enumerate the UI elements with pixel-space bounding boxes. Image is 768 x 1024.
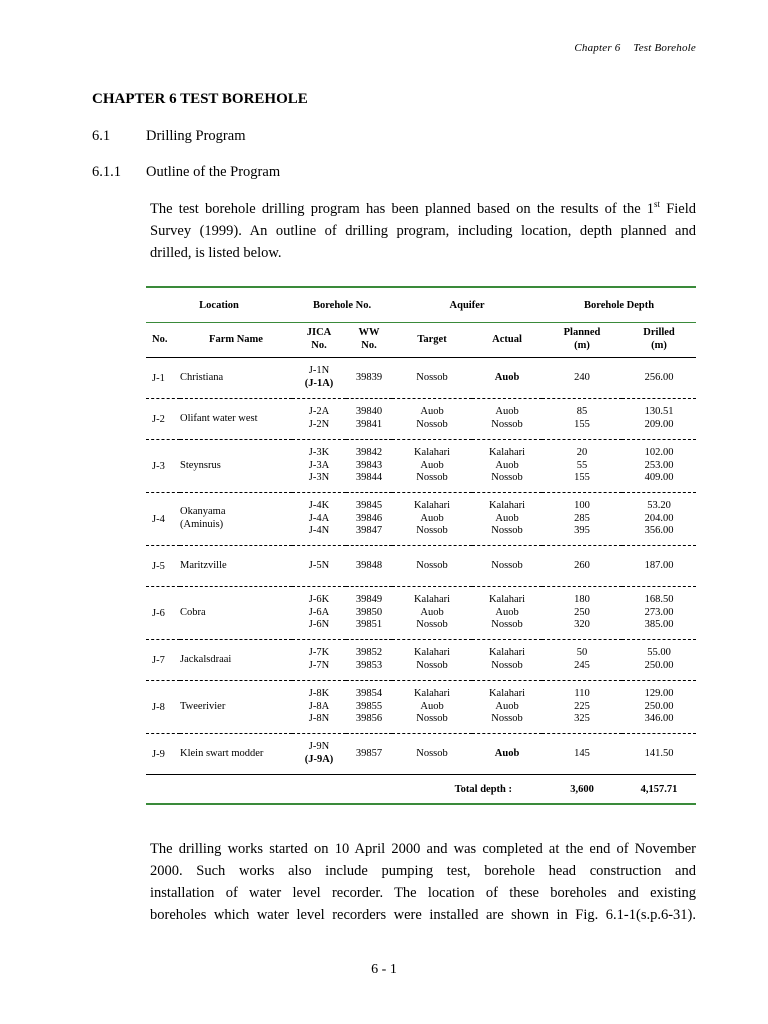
jica-no-line: J-9N: [308, 741, 330, 753]
aquifer-target-line: Kalahari: [413, 447, 451, 459]
aquifer-target: [392, 493, 472, 546]
page-number: 6 - 1: [371, 962, 397, 977]
aquifer-actual: [472, 358, 542, 399]
planned-depth: [542, 493, 622, 546]
jica-no-line: (J-1A): [304, 378, 334, 389]
table-column-header-row: [146, 323, 696, 358]
aquifer-target: [392, 399, 472, 440]
drilled-depth: [622, 493, 696, 546]
planned-depth: [542, 546, 622, 587]
table-row: [146, 734, 696, 775]
aquifer-target-line: Nossob: [416, 660, 448, 671]
aquifer-target-line: Kalahari: [413, 647, 451, 659]
closing-paragraph: [150, 838, 696, 926]
drilled-depth-line: 204.00: [644, 512, 674, 524]
ww-no: [346, 440, 392, 493]
row-number: J-4: [146, 493, 180, 546]
aquifer-actual-line: Auob: [495, 459, 519, 471]
jica-no: [292, 640, 346, 681]
aquifer-target-line: Kalahari: [413, 594, 451, 606]
farm-name: [180, 440, 292, 493]
drilled-depth: [622, 440, 696, 493]
drilled-depth: [622, 399, 696, 440]
drilled-depth: [622, 587, 696, 640]
farm-name: [180, 399, 292, 440]
ww-no: [346, 734, 392, 775]
aquifer-target: [392, 358, 472, 399]
aquifer-actual: [472, 734, 542, 775]
aquifer-actual-line: Nossob: [491, 713, 523, 725]
section-number-6-1-1: 6.1.1: [92, 164, 121, 180]
section-number-6-1: 6.1: [92, 128, 111, 144]
table-row: [146, 440, 696, 493]
section-title-6-1: Drilling Program: [146, 128, 246, 144]
jica-no: [292, 399, 346, 440]
jica-no-line: J-3K: [308, 447, 330, 459]
ww-no-line: 39853: [355, 660, 383, 671]
ww-no-line: 39846: [355, 512, 383, 524]
farm-name-line: (Aminuis): [180, 519, 224, 530]
col-header-planned: [542, 323, 622, 358]
jica-no-line: J-7K: [308, 647, 330, 659]
ww-no-line: 39852: [355, 647, 383, 659]
farm-name: [180, 493, 292, 546]
aquifer-target: [392, 546, 472, 587]
aquifer-actual-line: Auob: [495, 512, 519, 524]
jica-no: [292, 358, 346, 399]
ww-no: [346, 358, 392, 399]
row-number: J-5: [146, 546, 180, 587]
planned-depth-line: 50: [576, 647, 588, 659]
drilled-depth-line: 209.00: [644, 419, 674, 430]
jica-no-line: J-6A: [308, 606, 330, 618]
drilled-depth-line: 168.50: [644, 594, 674, 606]
jica-no-line: J-2A: [308, 406, 330, 418]
ww-no: [346, 681, 392, 734]
aquifer-actual: [472, 493, 542, 546]
col-header-planned-line1: Planned: [563, 327, 601, 339]
closing-line-4: boreholes which water level recorders were installed are shown in Fig. 6.1-1(s.p.6-31).: [150, 907, 696, 923]
drilled-depth-line: 409.00: [644, 472, 674, 484]
ww-no: [346, 493, 392, 546]
intro-line-1-tail: Field: [660, 201, 697, 217]
jica-no-line: J-3A: [308, 459, 330, 471]
jica-no: [292, 493, 346, 546]
planned-depth-line: 260: [574, 559, 590, 571]
aquifer-actual-line: Auob: [495, 406, 519, 418]
drilled-depth-line: 130.51: [644, 406, 674, 418]
planned-depth: [542, 681, 622, 734]
ww-no-line: 39840: [355, 406, 383, 418]
closing-line-1: The drilling works started on 10 April 2000 and was completed at the end of November: [150, 841, 696, 857]
farm-name-line: Cobra: [180, 606, 206, 618]
jica-no-line: J-8N: [308, 713, 330, 725]
ww-no-line: 39848: [355, 559, 383, 571]
farm-name-line: Klein swart modder: [180, 747, 264, 759]
farm-name-line: Steynsrus: [180, 459, 221, 471]
aquifer-target-line: Auob: [420, 700, 444, 712]
aquifer-actual-line: Kalahari: [488, 594, 526, 606]
table-row: [146, 640, 696, 681]
ww-no-line: 39854: [355, 688, 383, 700]
header-title: Test Borehole: [633, 42, 696, 54]
aquifer-actual-line: Kalahari: [488, 447, 526, 459]
planned-depth-line: 285: [574, 512, 590, 524]
drilled-depth-line: 129.00: [644, 688, 674, 700]
planned-depth: [542, 440, 622, 493]
farm-name-line: Okanyama: [180, 506, 226, 518]
col-header-target: Target: [392, 323, 472, 358]
table-row: [146, 358, 696, 399]
planned-depth-line: 325: [574, 713, 590, 725]
aquifer-actual: [472, 681, 542, 734]
aquifer-target-line: Auob: [420, 606, 444, 618]
jica-no-line: (J-9A): [304, 754, 334, 765]
planned-depth-line: 180: [574, 594, 590, 606]
col-header-jica-line2: No.: [311, 340, 327, 351]
aquifer-target-line: Nossob: [416, 371, 448, 383]
col-header-ww-line2: No.: [361, 340, 377, 351]
drilled-depth-line: 273.00: [644, 606, 674, 618]
drilled-depth-line: 250.00: [644, 700, 674, 712]
farm-name: [180, 546, 292, 587]
aquifer-actual-line: Kalahari: [488, 688, 526, 700]
group-header-borehole-no: Borehole No.: [292, 287, 392, 323]
jica-no-line: J-4N: [308, 525, 330, 537]
planned-depth: [542, 734, 622, 775]
running-header: [574, 42, 696, 54]
farm-name: [180, 358, 292, 399]
aquifer-actual-line: Kalahari: [488, 500, 526, 512]
aquifer-actual-line: Nossob: [491, 525, 523, 537]
aquifer-target: [392, 681, 472, 734]
planned-depth-line: 245: [574, 660, 590, 671]
jica-no-line: J-6K: [308, 594, 330, 606]
intro-line-1-text: The test borehole drilling program has been planned based on the results of the 1: [150, 201, 655, 217]
aquifer-target-line: Nossob: [416, 559, 448, 571]
aquifer-actual-line: Auob: [495, 700, 519, 712]
ww-no: [346, 399, 392, 440]
drilled-depth: [622, 358, 696, 399]
jica-no: [292, 587, 346, 640]
table-total-row: [146, 775, 696, 805]
col-header-farm: Farm Name: [180, 323, 292, 358]
planned-depth: [542, 358, 622, 399]
ww-no-line: 39847: [355, 525, 383, 537]
jica-no-line: J-2N: [308, 419, 330, 430]
table-group-header-row: [146, 287, 696, 323]
col-header-jica-line1: JICA: [306, 327, 332, 339]
total-planned: 3,600: [542, 775, 622, 805]
ww-no: [346, 640, 392, 681]
aquifer-actual-line: Auob: [494, 747, 520, 759]
header-chapter: Chapter 6: [574, 42, 621, 54]
aquifer-actual: [472, 640, 542, 681]
planned-depth-line: 20: [576, 447, 588, 459]
drilled-depth: [622, 734, 696, 775]
row-number: J-2: [146, 399, 180, 440]
planned-depth-line: 145: [574, 747, 590, 759]
drilled-depth: [622, 546, 696, 587]
aquifer-target-line: Nossob: [416, 525, 448, 537]
total-label: Total depth :: [146, 775, 542, 805]
aquifer-target-line: Auob: [420, 459, 444, 471]
aquifer-actual: [472, 587, 542, 640]
ww-no: [346, 587, 392, 640]
col-header-ww-line1: WW: [358, 327, 380, 339]
aquifer-actual: [472, 399, 542, 440]
farm-name-line: Tweerivier: [180, 700, 226, 712]
aquifer-actual-line: Auob: [495, 606, 519, 618]
drilled-depth: [622, 640, 696, 681]
row-number: J-6: [146, 587, 180, 640]
drilled-depth-line: 346.00: [644, 713, 674, 725]
ww-no-line: 39845: [355, 500, 383, 512]
aquifer-actual-line: Nossob: [491, 660, 523, 671]
intro-line-2: Survey (1999). An outline of drilling program, including location, depth planned and: [150, 223, 696, 239]
jica-no-line: J-5N: [308, 559, 330, 571]
drilled-depth-line: 256.00: [644, 371, 674, 383]
farm-name-line: Christiana: [180, 371, 224, 383]
planned-depth-line: 250: [574, 606, 590, 618]
planned-depth-line: 225: [574, 700, 590, 712]
col-header-drilled-line2: (m): [651, 340, 667, 351]
col-header-planned-line2: (m): [574, 340, 590, 351]
aquifer-target: [392, 640, 472, 681]
planned-depth: [542, 587, 622, 640]
jica-no-line: J-6N: [308, 619, 330, 631]
aquifer-target-line: Nossob: [416, 619, 448, 631]
aquifer-target-line: Auob: [420, 406, 444, 418]
ww-no-line: 39849: [355, 594, 383, 606]
aquifer-actual-line: Nossob: [491, 419, 523, 430]
planned-depth: [542, 399, 622, 440]
jica-no-line: J-4K: [308, 500, 330, 512]
farm-name-line: Maritzville: [180, 559, 227, 571]
aquifer-target: [392, 587, 472, 640]
drilled-depth-line: 356.00: [644, 525, 674, 537]
jica-no: [292, 734, 346, 775]
ww-no-line: 39857: [355, 747, 383, 759]
planned-depth-line: 110: [574, 688, 590, 700]
col-header-actual: Actual: [472, 323, 542, 358]
group-header-borehole-depth: Borehole Depth: [542, 287, 696, 323]
chapter-heading: CHAPTER 6 TEST BOREHOLE: [92, 91, 308, 107]
drilled-depth-line: 385.00: [644, 619, 674, 631]
ww-no-line: 39844: [355, 472, 383, 484]
table-row: [146, 587, 696, 640]
table-row: [146, 681, 696, 734]
aquifer-target-line: Nossob: [416, 747, 448, 759]
drilled-depth-line: 53.20: [647, 500, 671, 512]
drilled-depth-line: 253.00: [644, 459, 674, 471]
closing-line-2: 2000. Such works also include pumping test, borehole head construction and: [150, 863, 696, 879]
aquifer-target: [392, 440, 472, 493]
jica-no: [292, 440, 346, 493]
planned-depth: [542, 640, 622, 681]
jica-no: [292, 546, 346, 587]
planned-depth-line: 240: [574, 371, 590, 383]
drilled-depth: [622, 681, 696, 734]
jica-no-line: J-1N: [308, 365, 330, 377]
ww-no-line: 39842: [355, 447, 383, 459]
ww-no-line: 39851: [355, 619, 383, 631]
farm-name-line: Olifant water west: [180, 412, 258, 424]
drilled-depth-line: 141.50: [644, 747, 674, 759]
aquifer-actual-line: Auob: [494, 371, 520, 383]
drilled-depth-line: 55.00: [647, 647, 671, 659]
row-number: J-9: [146, 734, 180, 775]
col-header-jica: [292, 323, 346, 358]
intro-line-1: [150, 198, 696, 220]
farm-name: [180, 587, 292, 640]
aquifer-target-line: Nossob: [416, 472, 448, 484]
aquifer-target-line: Nossob: [416, 419, 448, 430]
drilled-depth-line: 102.00: [644, 447, 674, 459]
aquifer-target-line: Kalahari: [413, 500, 451, 512]
planned-depth-line: 100: [574, 500, 590, 512]
table-row: [146, 546, 696, 587]
aquifer-actual: [472, 440, 542, 493]
farm-name: [180, 640, 292, 681]
row-number: J-8: [146, 681, 180, 734]
farm-name: [180, 681, 292, 734]
col-header-drilled-line1: Drilled: [643, 327, 675, 339]
row-number: J-1: [146, 358, 180, 399]
farm-name: [180, 734, 292, 775]
total-drilled: 4,157.71: [622, 775, 696, 805]
ww-no-line: 39841: [355, 419, 383, 430]
col-header-ww: [346, 323, 392, 358]
jica-no-line: J-8A: [308, 700, 330, 712]
closing-line-3: installation of water level recorder. The location of these boreholes and existing: [150, 885, 696, 901]
intro-paragraph: [150, 198, 696, 264]
jica-no-line: J-8K: [308, 688, 330, 700]
aquifer-actual-line: Kalahari: [488, 647, 526, 659]
group-header-aquifer: Aquifer: [392, 287, 542, 323]
ww-no-line: 39856: [355, 713, 383, 725]
aquifer-actual-line: Nossob: [491, 619, 523, 631]
drilled-depth-line: 250.00: [644, 660, 674, 671]
ordinal-superscript: st: [654, 199, 661, 210]
row-number: J-7: [146, 640, 180, 681]
drilled-depth-line: 187.00: [644, 559, 674, 571]
ww-no: [346, 546, 392, 587]
aquifer-target-line: Kalahari: [413, 688, 451, 700]
table-row: [146, 399, 696, 440]
ww-no-line: 39855: [355, 700, 383, 712]
aquifer-actual-line: Nossob: [491, 472, 523, 484]
intro-line-3: drilled, is listed below.: [150, 245, 282, 261]
section-title-6-1-1: Outline of the Program: [146, 164, 281, 180]
planned-depth-line: 320: [574, 619, 590, 631]
farm-name-line: Jackalsdraai: [180, 653, 232, 665]
col-header-drilled: [622, 323, 696, 358]
aquifer-actual: [472, 546, 542, 587]
aquifer-actual-line: Nossob: [491, 559, 523, 571]
col-header-no: No.: [146, 323, 180, 358]
planned-depth-line: 85: [576, 406, 588, 418]
planned-depth-line: 155: [574, 419, 590, 430]
planned-depth-line: 395: [574, 525, 590, 537]
table-row: [146, 493, 696, 546]
planned-depth-line: 155: [574, 472, 590, 484]
jica-no-line: J-3N: [308, 472, 330, 484]
aquifer-target: [392, 734, 472, 775]
planned-depth-line: 55: [576, 459, 588, 471]
group-header-location: Location: [146, 287, 292, 323]
row-number: J-3: [146, 440, 180, 493]
borehole-table: [146, 286, 696, 805]
ww-no-line: 39850: [355, 606, 383, 618]
ww-no-line: 39839: [355, 371, 383, 383]
jica-no-line: J-4A: [308, 512, 330, 524]
ww-no-line: 39843: [355, 459, 383, 471]
jica-no-line: J-7N: [308, 660, 330, 671]
aquifer-target-line: Auob: [420, 512, 444, 524]
jica-no: [292, 681, 346, 734]
aquifer-target-line: Nossob: [416, 713, 448, 725]
